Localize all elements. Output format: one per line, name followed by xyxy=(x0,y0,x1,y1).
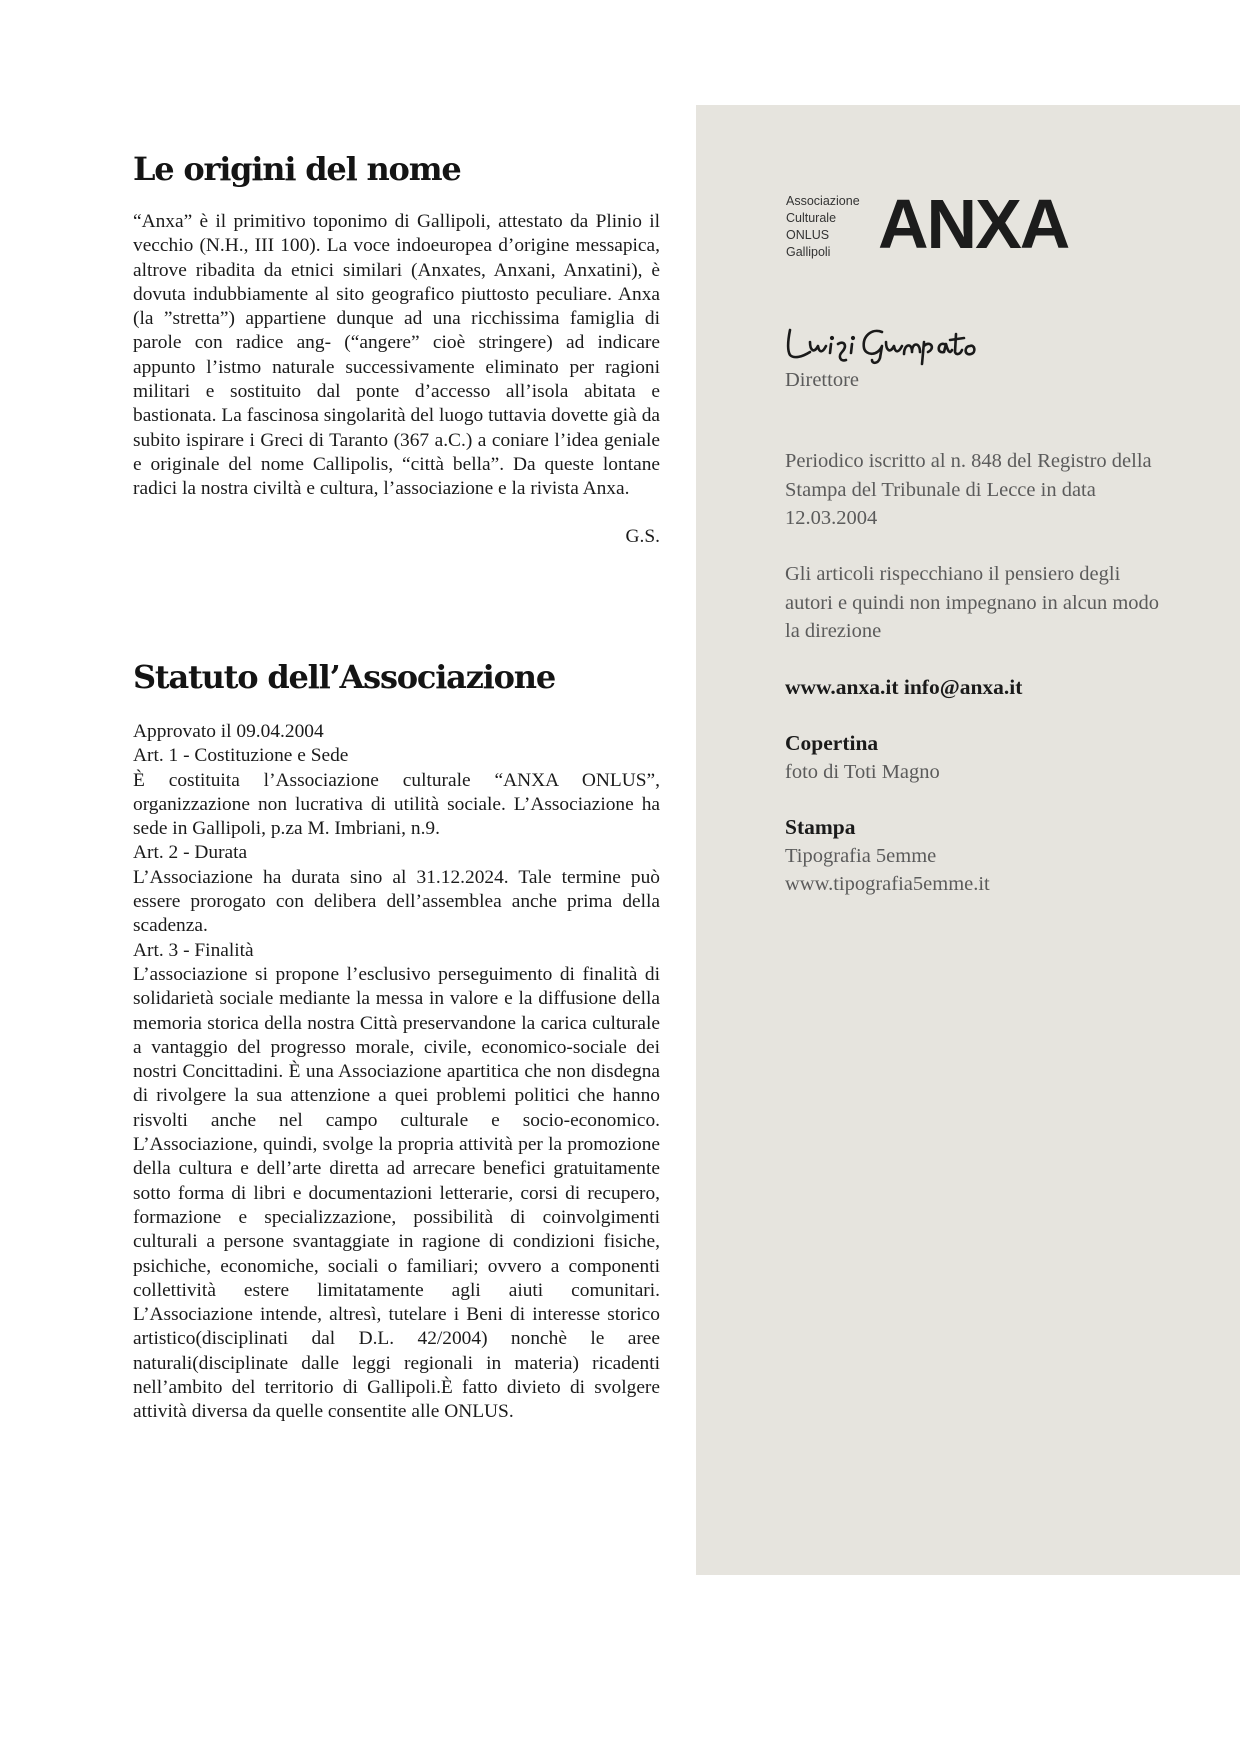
director-signature xyxy=(784,322,984,366)
logo-line-3: ONLUS xyxy=(786,228,830,242)
statuto-approved: Approvato il 09.04.2004 xyxy=(133,721,324,742)
cover-credit: foto di Toti Magno xyxy=(785,761,940,783)
print-heading: Stampa xyxy=(785,815,856,839)
origini-signature: G.S. xyxy=(625,526,660,547)
printer-url[interactable]: www.tipografia5emme.it xyxy=(785,873,990,895)
website-email[interactable]: www.anxa.it info@anxa.it xyxy=(785,675,1023,699)
origini-paragraph: “Anxa” è il primitivo toponimo di Gallipoli, attestato da Plinio il vecchio (N.H., III 100). La voce indoeuropea d’origine messapica, altrove ribadita da etnici similari (Anxates, Anxani, Anxatini), è dovuta indubbiamente al sito geografico piuttosto peculiare. Anxa (la ”stretta”) appartiene dunque ad una ricchissima famiglia di parole con radice ang- (“angere” cioè stringere) ad indicare appunto l’istmo naturale successivamente eliminato per ragioni militari e sostituito dal ponte d’accesso all’isola abitata e bastionata. La fascinosa singolarità del luogo tuttavia dovette già da subito ispirare i Greci di Taranto (367 a.C.) a coniare l’idea geniale e originale del nome Callipolis, “città bella”. Da queste lontane radici la nostra civiltà e cultura, l’associazione e la rivista Anxa. xyxy=(133,211,660,500)
art3-body: L’associazione si propone l’esclusivo perseguimento di finalità di solidarietà sociale mediante la messa in valore e la diffusione della memoria storica della nostra Città preservandone la carica culturale a vantaggio del progresso morale, civile, economico-sociale dei nostri Concittadini. È una Associazione apartitica che non disdegna di rivolgere la sua attenzione a quei problemi politici che hanno risvolti anche nel campo culturale e socio-economico. L’Associazione, quindi, svolge la propria attività per la promozione della cultura e dell’arte diretta ad arrecare benefici gratuitamente sotto forma di libri e documentazioni letterarie, corsi di recupero, formazione e specializzazione, possibilità di coinvolgimenti culturali a persone svantaggiate in ragione di condizioni fisiche, psichiche, economiche, sociali o familiari; ovvero a componenti collettività estere limitatamente agli aiuti comunitari. L’Associazione intende, altresì, tutelare i Beni di interesse storico artistico(disciplinati dal D.L. 42/2004) nonchè le aree naturali(disciplinate dalle leggi regionali in materia) ricadenti nell’ambito del territorio di Gallipoli.È fatto divieto di svolgere attività diversa da quelle consentite alle ONLUS. xyxy=(133,963,660,1423)
printer-name: Tipografia 5emme xyxy=(785,845,937,867)
art1-body: È costituita l’Associazione culturale “ANXA ONLUS”, organizzazione non lucrativa di utilità sociale. L’Associazione ha sede in Gallipoli, p.za M. Imbriani, n.9. xyxy=(133,769,660,840)
art3-title: Art. 3 - Finalità xyxy=(133,939,254,961)
logo-line-4: Gallipoli xyxy=(786,245,831,259)
art2-body: L’Associazione ha durata sino al 31.12.2024. Tale termine può essere prorogato con delibera dell’assemblea anche prima della scadenza. xyxy=(133,866,660,937)
logo-subtitle xyxy=(786,193,860,261)
art2-title: Art. 2 - Durata xyxy=(133,842,248,864)
cover-heading: Copertina xyxy=(785,731,879,755)
periodico-registration: Periodico iscritto al n. 848 del Registro della Stampa del Tribunale di Lecce in data 12.03.2004 xyxy=(785,450,1152,529)
director-role: Direttore xyxy=(785,369,859,391)
art1-title: Art. 1 - Costituzione e Sede xyxy=(133,745,349,767)
statuto-title: Statuto dell’Associazione xyxy=(133,658,556,696)
logo-line-1: Associazione xyxy=(786,194,860,208)
statuto-body xyxy=(133,720,660,1425)
origini-title: Le origini del nome xyxy=(133,150,461,188)
disclaimer: Gli articoli rispecchiano il pensiero degli autori e quindi non impegnano in alcun modo la direzione xyxy=(785,563,1160,642)
anxa-logo: ANXA xyxy=(878,185,1069,263)
origini-body xyxy=(133,210,660,502)
logo-line-2: Culturale xyxy=(786,211,837,225)
